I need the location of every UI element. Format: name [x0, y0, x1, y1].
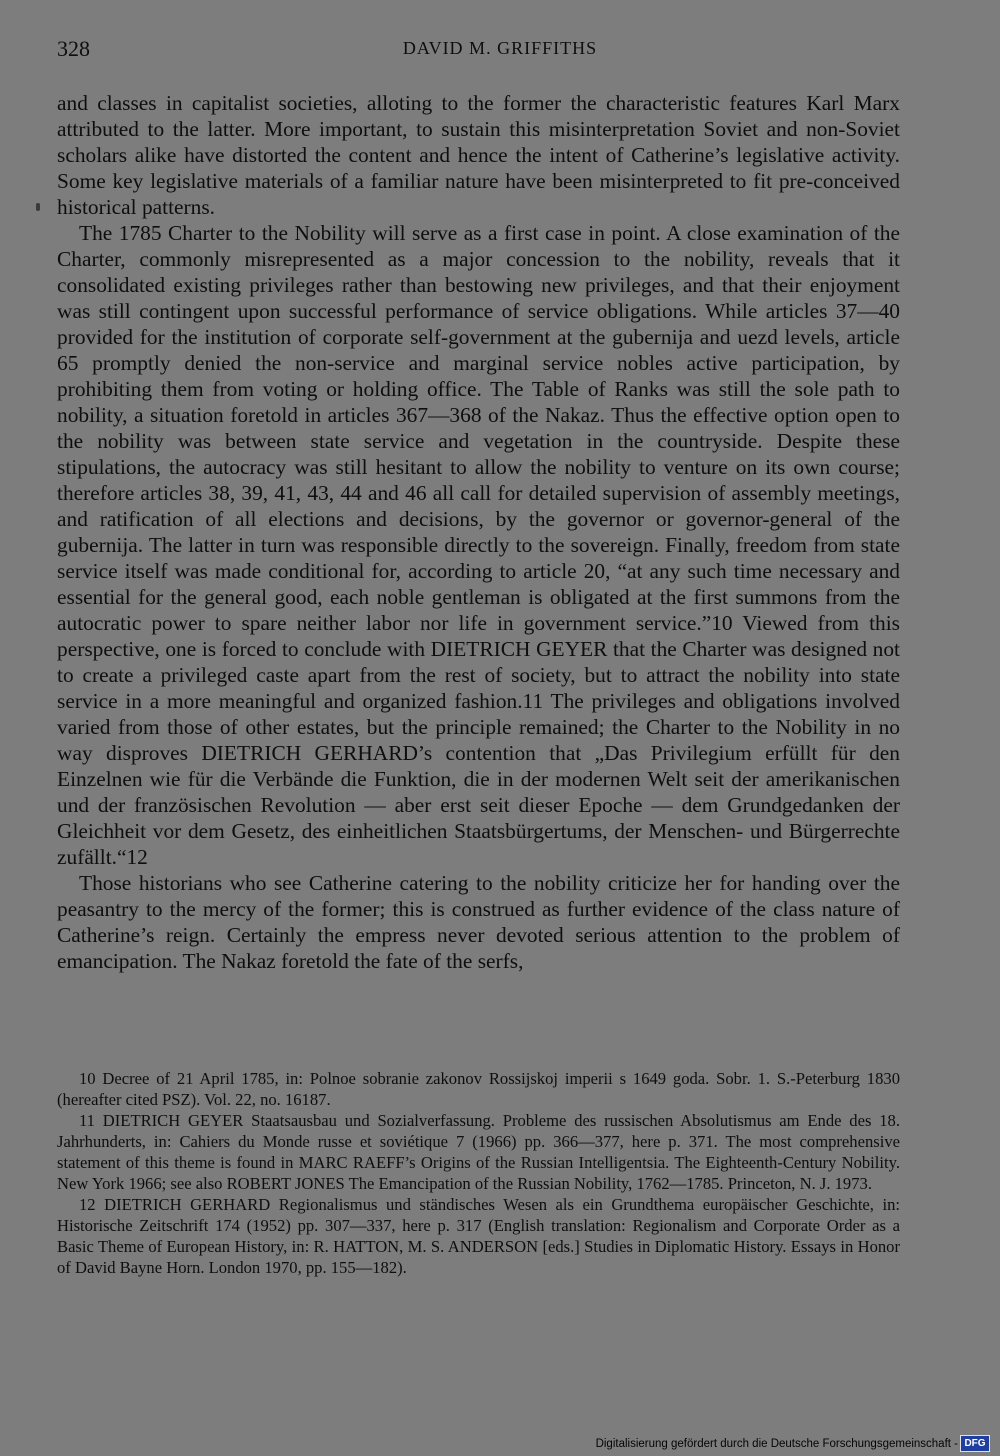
funding-note: Digitalisierung gefördert durch die Deutsche Forschungsgemeinschaft -: [595, 1438, 958, 1450]
running-head: DAVID M. GRIFFITHS: [402, 38, 598, 58]
footnote: 12 DIETRICH GERHARD Regionalismus und ständisches Wesen als ein Grundthema europäischer Geschichte, in: Historische Zeitschrift 174 (1952) pp. 307—337, here p. 317 (English translation: Regionalism and Corporate Order as a Basic Theme of European History, in: R. HATTON, M. S. ANDERSON [eds.] Studies in Diplomatic History. Essays in Honor of David Bayne Horn. London 1970, pp. 155—182).: [57, 1195, 900, 1277]
body-text: [57, 90, 900, 974]
footnotes: [57, 1068, 900, 1278]
margin-mark: [36, 203, 40, 211]
footnote: 10 Decree of 21 April 1785, in: Polnoe sobranie zakonov Rossijskoj imperii s 1649 goda. Sobr. 1. S.-Peterburg 1830 (hereafter cited PSZ). Vol. 22, no. 16187.: [57, 1069, 900, 1109]
footnote: 11 DIETRICH GEYER Staatsausbau und Sozialverfassung. Probleme des russischen Absolutismus am Ende des 18. Jahrhunderts, in: Cahiers du Monde russe et soviétique 7 (1966) pp. 366—377, here p. 371. The most comprehensive statement of this theme is found in MARC RAEFF’s Origins of the Russian Intelligentsia. The Eighteenth-Century Nobility. New York 1966; see also ROBERT JONES The Emancipation of the Russian Nobility, 1762—1785. Princeton, N. J. 1973.: [57, 1111, 900, 1193]
paragraph: Those historians who see Catherine catering to the nobility criticize her for handing over the peasantry to the mercy of the former; this is construed as further evidence of the class nature of Catherine’s reign. Certainly the empress never devoted serious attention to the problem of emancipation. The Nakaz foretold the fate of the serfs,: [57, 871, 900, 973]
dfg-logo: DFG: [960, 1435, 990, 1452]
page-number: 328: [57, 36, 90, 61]
paragraph: and classes in capitalist societies, alloting to the former the characteristic features Karl Marx attributed to the latter. More important, to sustain this misinterpretation Soviet and non-Soviet scholars alike have distorted the content and hence the intent of Catherine’s legislative activity. Some key legislative materials of a familiar nature have been misinterpreted to fit pre-conceived historical patterns.: [57, 91, 900, 219]
paragraph: The 1785 Charter to the Nobility will serve as a first case in point. A close examination of the Charter, commonly misrepresented as a major concession to the nobility, reveals that it consolidated existing privileges rather than bestowing new privileges, and that their enjoyment was still contingent upon successful performance of service obligations. While articles 37—40 provided for the institution of corporate self-government at the gubernija and uezd levels, article 65 promptly denied the non-service and marginal service nobles active participation, by prohibiting them from voting or holding office. The Table of Ranks was still the sole path to nobility, a situation foretold in articles 367—368 of the Nakaz. Thus the effective option open to the nobility was between state service and vegetation in the countryside. Despite these stipulations, the autocracy was still hesitant to allow the nobility to venture on its own course; therefore articles 38, 39, 41, 43, 44 and 46 all call for detailed supervision of assembly meetings, and ratification of all elections and decisions, by the governor or governor-general of the gubernija. The latter in turn was responsible directly to the sovereign. Finally, freedom from state service itself was made conditional for, according to article 20, “at any such time necessary and essential for the general good, each noble gentleman is obligated at the first summons from the autocratic power to spare neither labor nor life in government service.”10 Viewed from this perspective, one is forced to conclude with DIETRICH GEYER that the Charter was designed not to create a privileged caste apart from the rest of society, but to attract the nobility into state service in a more meaningful and organized fashion.11 The privileges and obligations involved varied from those of other estates, but the principle remained; the Charter to the Nobility in no way disproves DIETRICH GERHARD’s contention that „Das Privilegium erfüllt für den Einzelnen wie für die Verbände die Funktion, die in der modernen Welt seit der amerikanischen und der französischen Revolution — aber erst seit dieser Epoche — dem Grundgedanken der Gleichheit vor dem Gesetz, des einheitlichen Staatsbürgertums, der Menschen- und Bürgerrechte zufällt.“12: [57, 221, 900, 869]
